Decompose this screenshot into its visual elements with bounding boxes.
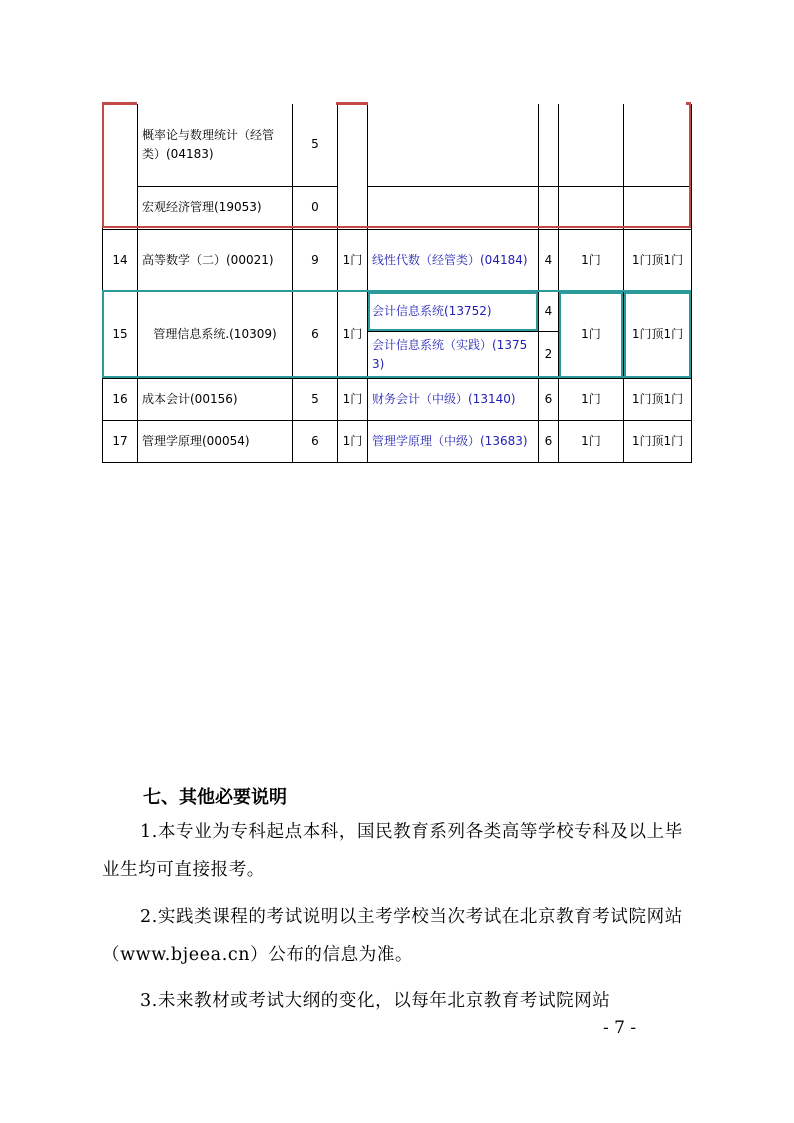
table-row	[103, 420, 692, 462]
count-cell: 1门	[559, 378, 624, 420]
course-name-cell: 管理学原理(00054)	[138, 420, 293, 462]
substitute-course-cell: 财务会计（中级）(13140)	[368, 378, 539, 420]
table-row	[103, 378, 692, 420]
rule-cell: 1门顶1门	[624, 378, 692, 420]
course-table	[102, 104, 692, 463]
exempt-cell: 1门	[338, 229, 368, 291]
substitute-course-cell	[368, 186, 539, 229]
exempt-cell: 1门	[338, 420, 368, 462]
row-number-cell: 17	[103, 420, 138, 462]
exempt-cell: 1门	[338, 291, 368, 378]
highlight-cap	[686, 102, 691, 105]
substitute-credit-cell: 4	[539, 291, 559, 331]
substitute-course-cell: 会计信息系统（实践）(13753)	[368, 331, 539, 378]
table-row	[103, 104, 692, 186]
page-number: - 7 -	[603, 1018, 637, 1038]
paragraph: 2.实践类课程的考试说明以主考学校当次考试在北京教育考试院网站（www.bjeea.cn）公布的信息为准。	[102, 907, 683, 965]
exempt-cell	[338, 104, 368, 229]
row-number-cell: 16	[103, 378, 138, 420]
rule-cell	[624, 186, 692, 229]
substitute-credit-cell: 6	[539, 378, 559, 420]
substitute-course-cell: 会计信息系统(13752)	[368, 291, 539, 331]
rule-cell: 1门顶1门	[624, 229, 692, 291]
count-cell: 1门	[559, 420, 624, 462]
count-cell	[559, 186, 624, 229]
row-number-cell	[103, 104, 138, 229]
rule-cell	[624, 104, 692, 186]
highlight-cap	[336, 102, 368, 105]
paragraph: 3.未来教材或考试大纲的变化，以每年北京教育考试院网站	[140, 991, 611, 1011]
credit-cell: 5	[293, 378, 338, 420]
course-name-cell: 宏观经济管理(19053)	[138, 186, 293, 229]
substitute-credit-cell	[539, 104, 559, 186]
count-cell: 1门	[559, 229, 624, 291]
rule-cell: 1门顶1门	[624, 420, 692, 462]
credit-cell: 9	[293, 229, 338, 291]
credit-cell: 6	[293, 420, 338, 462]
paragraph: 1.本专业为专科起点本科，国民教育系列各类高等学校专科及以上毕业生均可直接报考。	[102, 822, 683, 880]
rule-cell: 1门顶1门	[624, 291, 692, 378]
count-cell: 1门	[559, 291, 624, 378]
highlight-cap	[102, 102, 137, 105]
exempt-cell: 1门	[338, 378, 368, 420]
substitute-course-cell: 管理学原理（中级）(13683)	[368, 420, 539, 462]
credit-cell: 5	[293, 104, 338, 186]
substitute-credit-cell	[539, 186, 559, 229]
table-row	[103, 291, 692, 331]
count-cell	[559, 104, 624, 186]
table-row	[103, 186, 692, 229]
substitute-course-cell: 线性代数（经管类）(04184)	[368, 229, 539, 291]
credit-cell: 6	[293, 291, 338, 378]
substitute-course-cell	[368, 104, 539, 186]
course-name-cell: 概率论与数理统计（经管类）(04183)	[138, 104, 293, 186]
row-number-cell: 14	[103, 229, 138, 291]
course-name-cell: 管理信息系统.(10309)	[138, 291, 293, 378]
row-number-cell: 15	[103, 291, 138, 378]
table-row	[103, 229, 692, 291]
course-name-cell: 成本会计(00156)	[138, 378, 293, 420]
credit-cell: 0	[293, 186, 338, 229]
section-title: 七、其他必要说明	[143, 787, 287, 808]
substitute-credit-cell: 6	[539, 420, 559, 462]
substitute-credit-cell: 4	[539, 229, 559, 291]
course-name-cell: 高等数学（二）(00021)	[138, 229, 293, 291]
substitute-credit-cell: 2	[539, 331, 559, 378]
